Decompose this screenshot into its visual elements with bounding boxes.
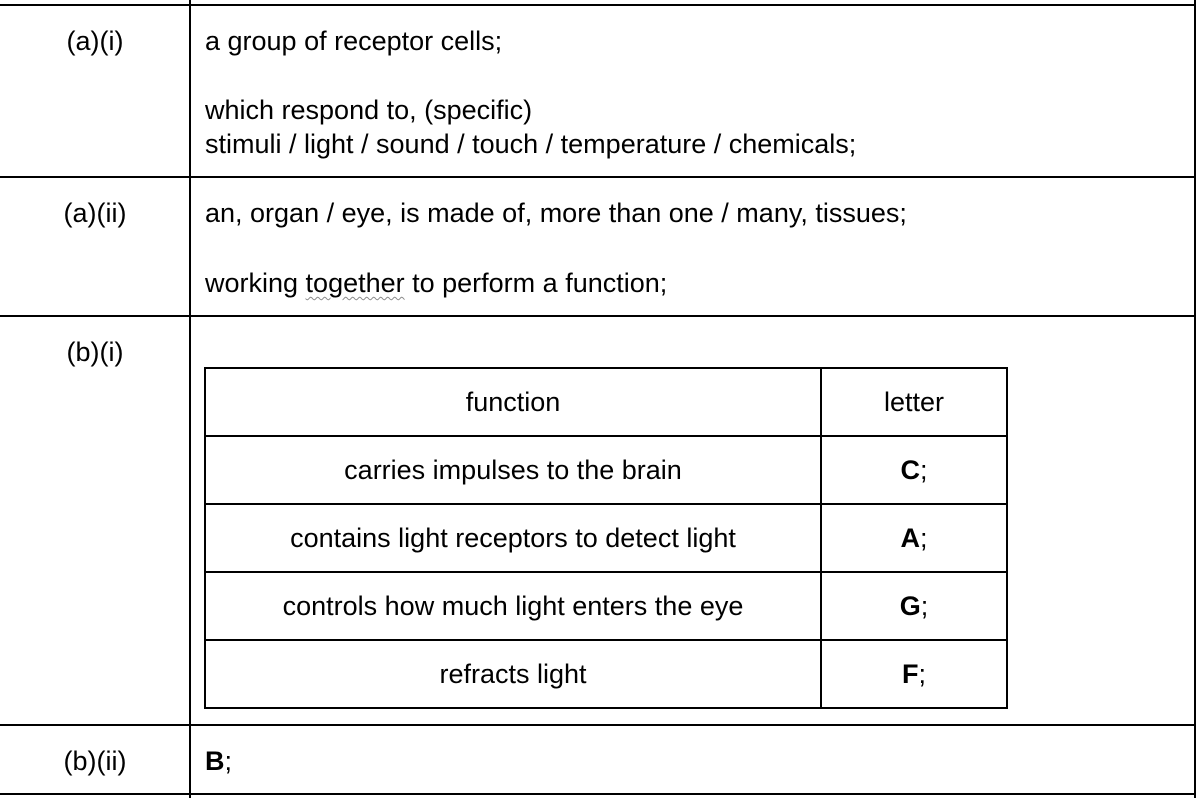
function-cell: contains light receptors to detect light <box>206 505 822 571</box>
question-label-b-i: (b)(i) <box>66 337 124 367</box>
letter-suffix: ; <box>919 523 928 553</box>
table-row <box>206 641 1006 709</box>
function-letter-table <box>204 367 1008 709</box>
letter-suffix: ; <box>920 591 929 621</box>
function-cell: carries impulses to the brain <box>206 437 822 503</box>
letter-value: C <box>900 455 920 485</box>
letter-value: G <box>899 591 921 621</box>
row-divider-top <box>0 4 1196 6</box>
function-cell: controls how much light enters the eye <box>206 573 822 639</box>
function-cell: refracts light <box>206 641 822 707</box>
answer-a-i-line-2: which respond to, (specific) <box>205 95 533 125</box>
column-divider <box>189 0 191 798</box>
answer-a-i-line-1: a group of receptor cells; <box>205 26 503 56</box>
answer-b-ii-suffix: ; <box>224 746 233 776</box>
answer-a-ii-line-2-end: to perform a function; <box>404 268 668 298</box>
letter-suffix: ; <box>918 659 926 689</box>
answer-a-ii-line-2 <box>205 266 667 300</box>
row-divider-bottom <box>0 793 1196 795</box>
letter-cell <box>822 573 1006 639</box>
question-label-b-ii: (b)(ii) <box>63 746 127 776</box>
letter-cell <box>822 505 1006 571</box>
header-function: function <box>206 369 822 435</box>
row-divider-b-ii <box>0 724 1196 726</box>
table-row <box>206 505 1006 573</box>
letter-value: A <box>900 523 920 553</box>
letter-suffix: ; <box>919 455 928 485</box>
answer-a-ii-line-1: an, organ / eye, is made of, more than one / many, tissues; <box>205 198 907 228</box>
answer-b-ii-letter: B <box>205 746 225 776</box>
table-header-row <box>206 369 1006 437</box>
letter-cell <box>822 641 1006 707</box>
answer-a-i-line-3: stimuli / light / sound / touch / temperature / chemicals; <box>205 129 857 159</box>
underlined-keyword: together <box>305 268 405 298</box>
table-row <box>206 573 1006 641</box>
answer-a-ii-line-2-start: working <box>205 268 306 298</box>
row-divider-a-ii <box>0 176 1196 178</box>
letter-value: F <box>901 659 919 689</box>
row-divider-b-i <box>0 315 1196 317</box>
table-row <box>206 437 1006 505</box>
question-label-a-i: (a)(i) <box>66 26 124 56</box>
header-letter: letter <box>883 387 945 417</box>
question-label-a-ii: (a)(ii) <box>63 198 127 228</box>
letter-cell <box>822 437 1006 503</box>
answer-b-ii <box>205 744 232 778</box>
